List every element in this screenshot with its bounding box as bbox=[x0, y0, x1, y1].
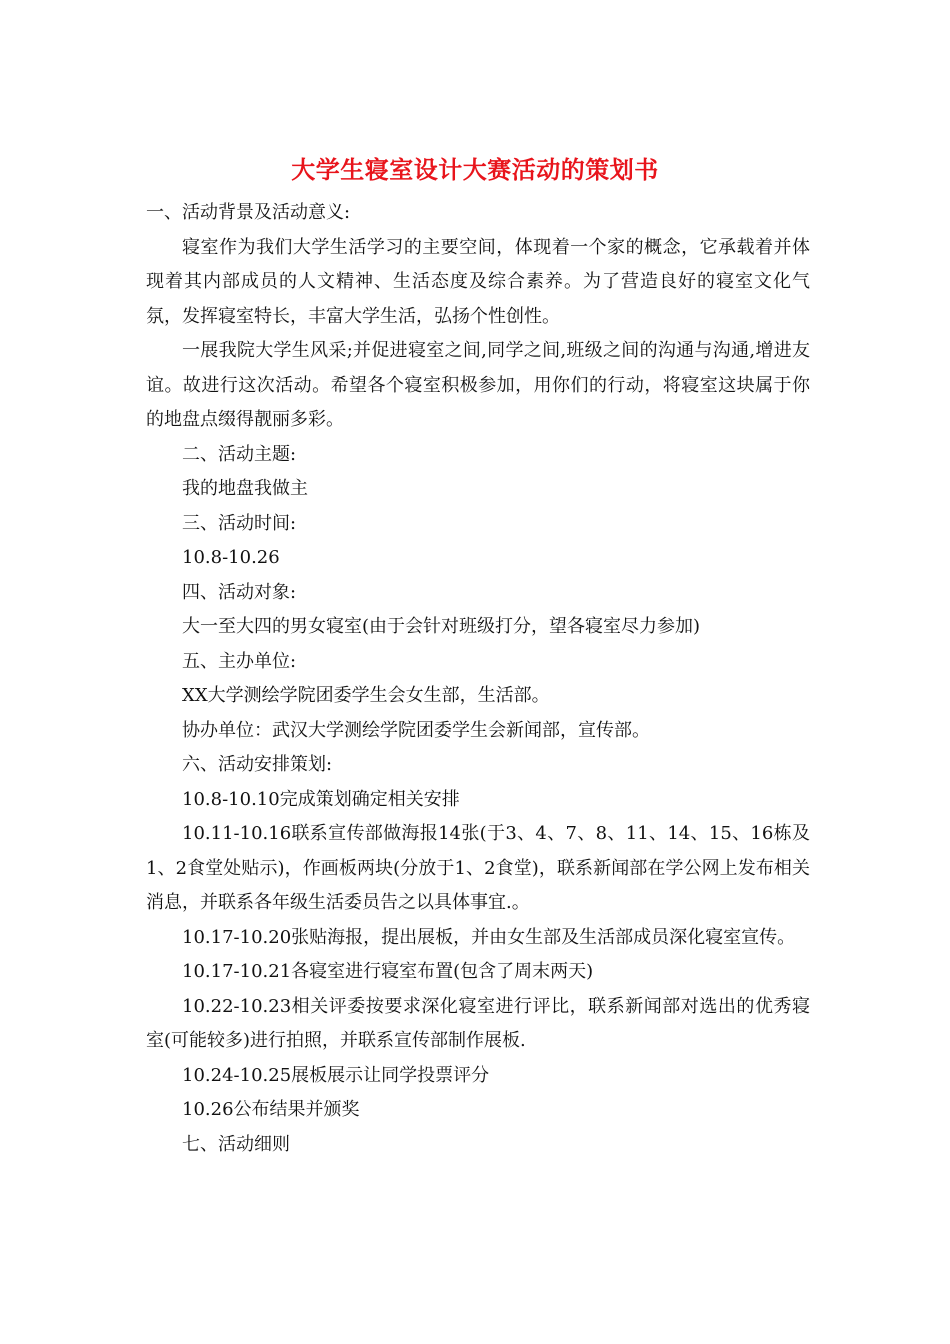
paragraph-background-1: 寝室作为我们大学生活学习的主要空间，体现着一个家的概念，它承载着并体现着其内部成员的人文精神、生活态度及综合素养。为了营造良好的寝室文化气氛，发挥寝室特长，丰富大学生活，弘扬个性创性。 bbox=[146, 236, 810, 327]
schedule-item: 10.17-10.21各寝室进行寝室布置(包含了周末两天) bbox=[182, 961, 594, 982]
audience-text: 大一至大四的男女寝室(由于会针对班级打分，望各寝室尽力参加) bbox=[182, 616, 701, 637]
paragraph-background-2: 一展我院大学生风采;并促进寝室之间,同学之间,班级之间的沟通与沟通,增进友谊。故进行这次活动。希望各个寝室积极参加，用你们的行动，将寝室这块属于你的地盘点缀得靓丽多彩。 bbox=[146, 340, 810, 430]
schedule-item: 10.22-10.23相关评委按要求深化寝室进行评比，联系新闻部对选出的优秀寝室(可能较多)进行拍照，并联系宣传部制作展板. bbox=[146, 995, 810, 1051]
section-heading-theme: 二、活动主题: bbox=[182, 443, 297, 465]
section-heading-rules: 七、活动细则 bbox=[182, 1133, 290, 1155]
document-title: 大学生寝室设计大赛活动的策划书 bbox=[291, 155, 659, 184]
schedule-item: 10.17-10.20张贴海报，提出展板，并由女生部及生活部成员深化寝室宣传。 bbox=[182, 926, 796, 948]
schedule-item: 10.8-10.10完成策划确定相关安排 bbox=[182, 788, 460, 810]
schedule-item: 10.11-10.16联系宣传部做海报14张(于3、4、7、8、11、14、15、16栋及1、2食堂处贴示)，作画板两块(分放于1、2食堂)，联系新闻部在学公网上发布相关消息，并联系各年级生活委员告之以具体事宜.。 bbox=[146, 823, 810, 913]
schedule-item: 10.24-10.25展板展示让同学投票评分 bbox=[182, 1064, 490, 1086]
section-heading-organizer: 五、主办单位: bbox=[182, 650, 297, 672]
section-heading-time: 三、活动时间: bbox=[182, 512, 297, 534]
organizer-text: XX大学测绘学院团委学生会女生部，生活部。 bbox=[182, 685, 550, 706]
theme-text: 我的地盘我做主 bbox=[182, 478, 308, 499]
schedule-item: 10.26公布结果并颁奖 bbox=[182, 1099, 360, 1120]
co-organizer-text: 协办单位：武汉大学测绘学院团委学生会新闻部，宣传部。 bbox=[182, 719, 650, 741]
section-heading-background: 一、活动背景及活动意义: bbox=[146, 202, 351, 223]
time-text: 10.8-10.26 bbox=[182, 547, 280, 568]
section-heading-audience: 四、活动对象: bbox=[182, 581, 297, 603]
section-heading-schedule: 六、活动安排策划: bbox=[182, 754, 333, 775]
document-body bbox=[146, 196, 810, 1162]
